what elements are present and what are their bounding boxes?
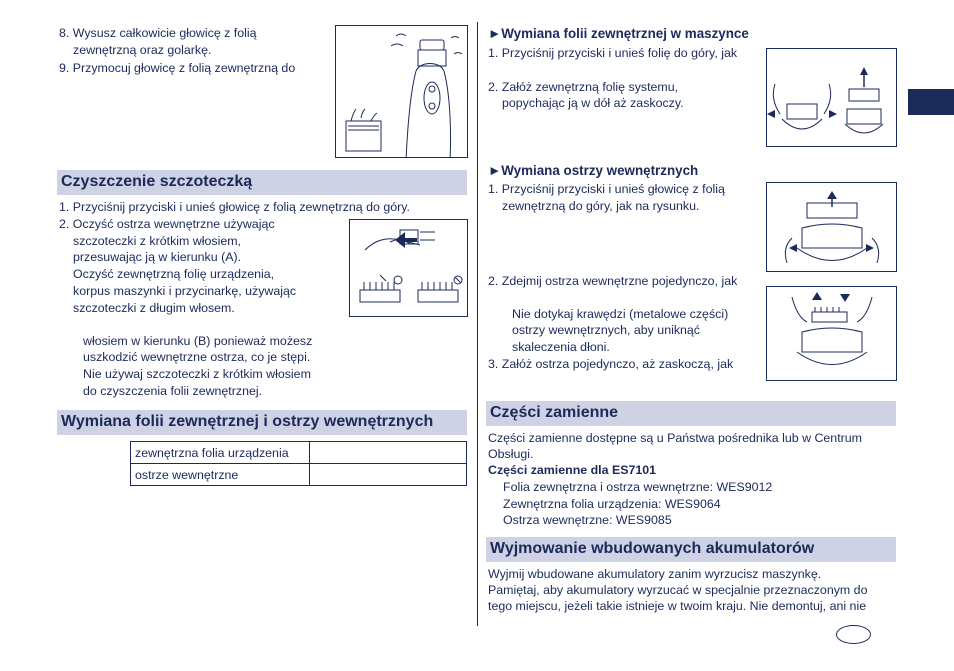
spare-intro-line: Części zamienne dostępne są u Państwa pośrednika lub w Centrum xyxy=(488,431,862,445)
blade-replace-heading: ►Wymiana ostrzy wewnętrznych xyxy=(488,163,699,178)
brush-note-line: do czyszczenia folii zewnętrznej. xyxy=(83,384,263,398)
foil-replace-heading: ►Wymiana folii zewnętrznej w maszynce xyxy=(488,26,749,41)
battery-text-line: tego miejscu, jeżeli takie istnieje w twoim kraju. Nie demontuj, ani nie xyxy=(488,599,867,613)
head-lift-icon xyxy=(767,183,896,271)
step-8-line-2: zewnętrzną oraz golarkę. xyxy=(73,43,212,57)
spare-subtitle: Części zamienne dla ES7101 xyxy=(488,463,657,477)
table-row xyxy=(131,464,467,486)
blade-step-3: 3. Załóż ostrza pojedynczo, aż zaskoczą, jak xyxy=(488,357,734,371)
section-title: Wymiana folii zewnętrznej i ostrzy wewnętrznych xyxy=(61,413,434,430)
section-header-spare-parts xyxy=(486,401,896,426)
brush-icon xyxy=(350,220,467,316)
blade-note-line: skaleczenia dłoni. xyxy=(512,340,610,354)
brush-cleaning-illustration xyxy=(349,219,468,317)
brush-note-line: włosiem w kierunku (B) ponieważ możesz xyxy=(83,334,313,348)
blade-step-1-line: zewnętrzną do góry, jak na rysunku. xyxy=(502,199,700,213)
brush-step-2-line: Oczyść zewnętrzną folię urządzenia, xyxy=(73,267,275,281)
blade-remove-icon xyxy=(767,287,896,380)
table-cell: ostrze wewnętrzne xyxy=(131,464,310,486)
foil-step-2-line: popychając ją w dół aż zaskoczy. xyxy=(502,96,684,110)
section-title: Części zamienne xyxy=(490,404,619,421)
table-row xyxy=(131,442,467,464)
head-lift-illustration xyxy=(766,182,897,272)
blade-note-line: Nie dotykaj krawędzi (metalowe części) xyxy=(512,307,729,321)
foil-icon xyxy=(767,49,896,146)
section-header-battery xyxy=(486,537,896,562)
brush-step-2-line: 2. Oczyść ostrza wewnętrzne używając xyxy=(59,217,275,231)
brush-step-1: 1. Przyciśnij przyciski i unieś głowicę z folią zewnętrzną do góry. xyxy=(59,200,410,214)
table-cell: zewnętrzna folia urządzenia xyxy=(131,442,310,464)
battery-text-line: Wyjmij wbudowane akumulatory zanim wyrzucisz maszynkę. xyxy=(488,567,822,581)
section-title: Czyszczenie szczoteczką xyxy=(61,173,253,190)
section-header-replace xyxy=(57,410,467,435)
section-header-brush-cleaning xyxy=(57,170,467,195)
spare-item: Folia zewnętrzna i ostrza wewnętrzne: WES9012 xyxy=(503,480,773,494)
brush-note-line: Nie używaj szczoteczki z krótkim włosiem xyxy=(83,367,311,381)
column-divider xyxy=(477,22,478,626)
spare-item: Zewnętrzna folia urządzenia: WES9064 xyxy=(503,497,721,511)
step-9-line-1: 9. Przymocuj głowicę z folią zewnętrzną do xyxy=(59,61,296,75)
page-number-oval xyxy=(836,625,871,644)
spare-intro-line: Obsługi. xyxy=(488,447,534,461)
brush-note-line: uszkodzić wewnętrzne ostrza, co je stępi. xyxy=(83,350,311,364)
blade-step-1-line: 1. Przyciśnij przyciski i unieś głowicę z folią xyxy=(488,182,725,196)
section-title: Wyjmowanie wbudowanych akumulatorów xyxy=(490,540,815,557)
foil-step-2-line: 2. Załóż zewnętrzną folię systemu, xyxy=(488,80,679,94)
parts-table xyxy=(130,441,467,486)
table-cell xyxy=(310,442,467,464)
brush-step-2-line: przesuwając ją w kierunku (A). xyxy=(73,250,242,264)
language-tab-marker xyxy=(908,89,954,115)
step-8-line-1: 8. Wysusz całkowicie głowicę z folią xyxy=(59,26,257,40)
blade-note-line: ostrzy wewnętrznych, aby uniknąć xyxy=(512,323,701,337)
blade-remove-illustration xyxy=(766,286,897,381)
shaver-icon xyxy=(336,26,467,157)
blade-step-2: 2. Zdejmij ostrza wewnętrzne pojedynczo, jak xyxy=(488,274,738,288)
foil-step-1: 1. Przyciśnij przyciski i unieś folię do góry, jak xyxy=(488,46,738,60)
battery-text-line: Pamiętaj, aby akumulatory wyrzucać w specjalnie przeznaczonym do xyxy=(488,583,868,597)
brush-step-2-line: korpus maszynki i przycinarkę, używając xyxy=(73,284,297,298)
table-cell xyxy=(310,464,467,486)
brush-step-2-line: szczoteczki z krótkim włosiem, xyxy=(73,234,241,248)
shaver-drying-illustration xyxy=(335,25,468,158)
foil-replace-illustration xyxy=(766,48,897,147)
brush-step-2-line: szczoteczki z długim włosem. xyxy=(73,301,235,315)
spare-item: Ostrza wewnętrzne: WES9085 xyxy=(503,513,672,527)
